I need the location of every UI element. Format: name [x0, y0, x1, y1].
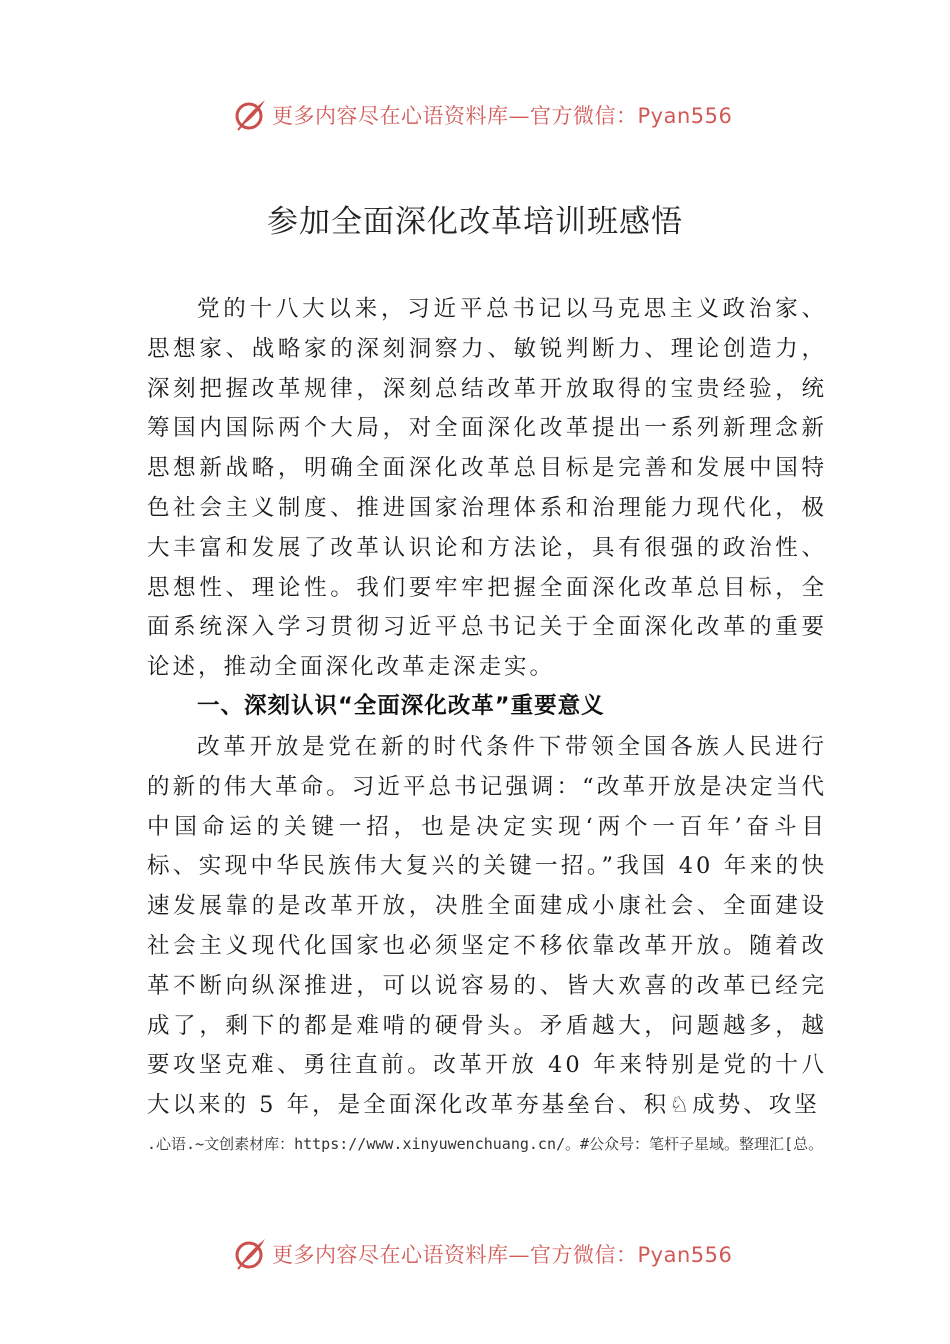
quill-pen-circle-icon — [232, 97, 268, 133]
document-title: 参加全面深化改革培训班感悟 — [267, 204, 683, 240]
wechat-id: Pyan556 — [637, 1243, 733, 1267]
section-heading: 一、深刻认识“全面深化改革”重要意义 — [197, 693, 605, 719]
footer-banner — [0, 1234, 950, 1274]
banner-text: 更多内容尽在心语资料库—官方微信：Pyan556 — [272, 1243, 733, 1267]
banner-text: 更多内容尽在心语资料库—官方微信：Pyan556 — [272, 104, 733, 128]
quill-pen-circle-icon — [232, 1236, 268, 1272]
source-footnote: .心语.~文创素材库：https://www.xinyuwenchuang.cn/。#公众号：笔杆子星域。整理汇[总。 — [147, 1135, 824, 1153]
header-banner — [0, 95, 950, 135]
wechat-id: Pyan556 — [637, 104, 733, 128]
paragraph-section-1: 改革开放是党在新的时代条件下带领全国各族人民进行的新的伟大革命。习近平总书记强调：“改革开放是决定当代中国命运的关键一招，也是决定实现‘两个一百年’奋斗目标、实现中华民族伟大复兴的关键一招。”我国 40 年来的快速发展靠的是改革开放，决胜全面建成小康社会、全面建设社会主义现代化国家也必须坚定不移依靠改革开放。随着改革不断向纵深推进，可以说容易的、皆大欢喜的改革已经完成了，剩下的都是难啃的硬骨头。矛盾越大，问题越多，越要攻坚克难、勇往直前。改革开放 40 年来特别是党的十八大以来的 5 年，是全面深化改革夯基垒台、积♘成势、攻坚 — [147, 734, 827, 1119]
paragraph-intro: 党的十八大以来，习近平总书记以马克思主义政治家、思想家、战略家的深刻洞察力、敏锐判断力、理论创造力， 深刻把握改革规律，深刻总结改革开放取得的宝贵经验，统筹国内国际两个大局，对全面深化改革提出一系列新理念新思想新战略，明确全面深化改革总目标是完善和发展中国特色社会主义制度、推进国家治理体系和治理能力现代化，极大丰富和发展了改革认识论和方法论，具有很强的政治性、 思想性、理论性。我们要牢牢把握全面深化改革总目标，全面系统深入学习贯彻习近平总书记关于全面深化改革的重要论述，推动全面深化改革走深走实。 — [147, 296, 827, 681]
